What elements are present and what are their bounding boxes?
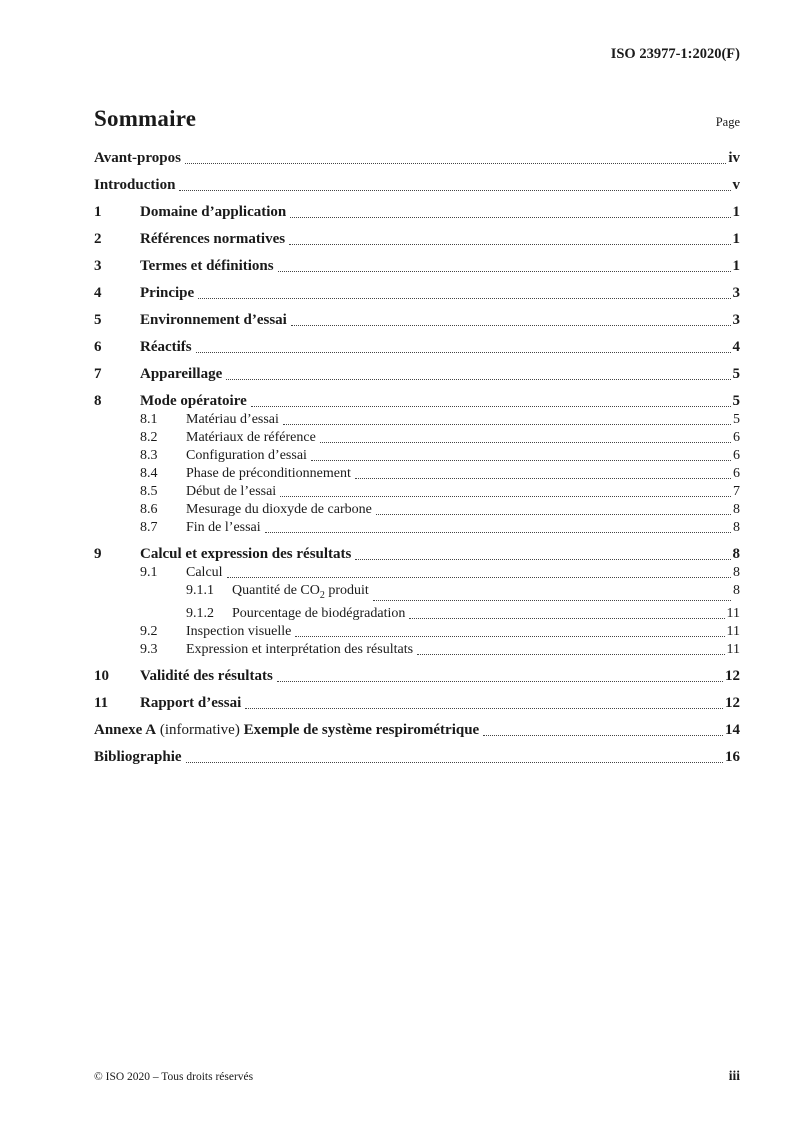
toc-leader-dots xyxy=(409,618,724,619)
toc-entry[interactable] xyxy=(94,722,740,739)
toc-entry-label xyxy=(140,258,274,275)
toc-entry-page: v xyxy=(732,177,740,193)
toc-entry-label xyxy=(94,177,175,194)
toc-entry[interactable] xyxy=(94,285,740,302)
toc-entry-number: 8.2 xyxy=(140,430,158,445)
toc-entry-label xyxy=(140,231,285,248)
toc-title-row xyxy=(94,106,740,132)
toc-entry-label xyxy=(94,150,181,167)
toc-entry-label xyxy=(186,641,413,658)
toc-entry-label-part: Quantité de CO xyxy=(232,583,320,598)
toc-entry-label-part: Rapport d’essai xyxy=(140,694,242,711)
toc-entry[interactable] xyxy=(94,623,740,640)
toc-entry-number: 8 xyxy=(94,393,102,409)
toc-entry-page: 14 xyxy=(725,721,740,738)
toc-leader-dots xyxy=(483,735,723,736)
toc-leader-dots xyxy=(295,636,724,637)
toc-leader-dots xyxy=(265,532,731,533)
toc-entry-label-part: Calcul et expression des résultats xyxy=(140,546,352,562)
toc-entry[interactable] xyxy=(94,465,740,482)
toc-leader-dots xyxy=(289,244,730,245)
toc-entry-label-part: Environnement d’essai xyxy=(140,312,287,328)
toc-entry[interactable] xyxy=(94,564,740,581)
toc-entry-label-part: Mode opératoire xyxy=(140,393,247,409)
toc-entry-label xyxy=(186,447,307,464)
toc-entry-label-part: Inspection visuelle xyxy=(186,623,292,639)
toc-entry-page: 11 xyxy=(726,641,740,657)
toc-leader-dots xyxy=(376,514,731,515)
toc-entry[interactable] xyxy=(94,582,740,604)
toc-entry[interactable] xyxy=(94,339,740,356)
toc-entry-label xyxy=(186,465,351,482)
toc-entry[interactable] xyxy=(94,447,740,464)
toc-entry-number: 9.3 xyxy=(140,641,158,657)
toc-entry[interactable] xyxy=(94,483,740,500)
toc-entry[interactable] xyxy=(94,204,740,221)
document-reference: ISO 23977-1:2020(F) xyxy=(610,46,740,62)
toc-entry-label-part: Réactifs xyxy=(140,339,192,355)
toc-entry-label-part: produit xyxy=(324,583,369,598)
toc-entry-label xyxy=(140,339,192,356)
toc-entry-page: 5 xyxy=(732,366,740,382)
toc-entry-page: 8 xyxy=(733,520,740,535)
toc-entry-number: 6 xyxy=(94,339,102,355)
toc-entry-number: 8.3 xyxy=(140,448,158,463)
toc-entry-label-part: Matériaux de référence xyxy=(186,430,316,445)
toc-entry-label xyxy=(140,285,194,302)
toc-entry-label xyxy=(186,483,276,500)
toc-entry-label xyxy=(94,722,479,739)
toc-list xyxy=(94,150,740,766)
toc-entry[interactable] xyxy=(94,749,740,766)
toc-entry-number: 3 xyxy=(94,258,102,274)
toc-entry-page: iv xyxy=(728,150,740,166)
toc-entry-page: 12 xyxy=(725,667,740,684)
toc-entry-number: 9.1.2 xyxy=(186,605,214,621)
footer-page-number: iii xyxy=(728,1068,740,1083)
toc-entry[interactable] xyxy=(94,231,740,248)
toc-entry-label-part: Calcul xyxy=(186,565,223,580)
toc-leader-dots xyxy=(283,424,731,425)
toc-leader-dots xyxy=(179,190,730,191)
toc-entry-page: 5 xyxy=(733,412,740,427)
toc-entry-label-part: 2 xyxy=(319,589,325,601)
toc-entry-label-part: Bibliographie xyxy=(94,748,182,765)
toc-entry-label xyxy=(140,695,241,712)
toc-entry-number: 9.1 xyxy=(140,565,158,580)
toc-entry-label-part: Appareillage xyxy=(140,366,223,382)
toc-entry-page: 8 xyxy=(733,565,740,580)
toc-entry-number: 11 xyxy=(94,694,109,711)
toc-entry[interactable] xyxy=(94,546,740,563)
document-footer xyxy=(94,1068,740,1084)
toc-entry-number: 8.4 xyxy=(140,466,158,481)
toc-entry-number: 8.7 xyxy=(140,520,158,535)
toc-entry[interactable] xyxy=(94,605,740,622)
toc-entry-label-part: Domaine d’application xyxy=(140,204,287,220)
toc-entry-page: 6 xyxy=(733,448,740,463)
toc-entry-label xyxy=(232,582,369,604)
toc-title: Sommaire xyxy=(94,106,197,131)
toc-entry-number: 9.2 xyxy=(140,623,158,639)
toc-entry-label xyxy=(140,204,286,221)
toc-entry-label-part: Termes et définitions xyxy=(140,258,274,274)
toc-entry-label-part: Introduction xyxy=(94,177,176,193)
toc-entry-page: 3 xyxy=(732,312,740,328)
toc-entry-label-part: Références normatives xyxy=(140,231,286,247)
toc-leader-dots xyxy=(311,460,731,461)
toc-entry-number: 9.1.1 xyxy=(186,583,214,598)
toc-entry-number: 4 xyxy=(94,285,102,301)
toc-entry-label-part: Phase de préconditionnement xyxy=(186,466,351,481)
toc-entry-label-part: Début de l’essai xyxy=(186,484,277,499)
toc-entry[interactable] xyxy=(94,366,740,383)
toc-entry-label-part: Annexe A xyxy=(94,721,157,738)
toc-leader-dots xyxy=(226,379,730,380)
toc-leader-dots xyxy=(278,271,731,272)
toc-entry-label-part: Pourcentage de biodégradation xyxy=(232,605,406,621)
toc-entry-page: 1 xyxy=(732,231,740,247)
toc-entry-label xyxy=(140,393,247,410)
toc-leader-dots xyxy=(417,654,724,655)
toc-entry-page: 1 xyxy=(732,258,740,274)
toc-entry-page: 12 xyxy=(725,694,740,711)
toc-entry-number: 7 xyxy=(94,366,102,382)
toc-entry[interactable] xyxy=(94,411,740,428)
toc-leader-dots xyxy=(355,478,731,479)
toc-leader-dots xyxy=(196,352,731,353)
toc-entry-number: 5 xyxy=(94,312,102,328)
toc-entry-label xyxy=(186,519,261,536)
toc-entry-page: 1 xyxy=(732,204,740,220)
toc-entry[interactable] xyxy=(94,519,740,536)
toc-entry-number: 8.5 xyxy=(140,484,158,499)
toc-entry-label xyxy=(140,366,222,383)
toc-leader-dots xyxy=(277,681,723,682)
toc-entry-page: 16 xyxy=(725,748,740,765)
toc-leader-dots xyxy=(185,163,726,164)
toc-entry-label-part: Principe xyxy=(140,285,195,301)
toc-entry-label-part: Validité des résultats xyxy=(140,667,273,684)
toc-entry-page: 7 xyxy=(733,484,740,499)
toc-entry[interactable] xyxy=(94,258,740,275)
toc-entry[interactable] xyxy=(94,312,740,329)
toc-entry-label-part: Avant-propos xyxy=(94,150,181,166)
toc-entry[interactable] xyxy=(94,393,740,410)
toc-entry-label xyxy=(186,501,372,518)
toc-entry-label-part: Configuration d’essai xyxy=(186,448,307,463)
toc-entry[interactable] xyxy=(94,150,740,167)
toc-entry-page: 8 xyxy=(733,502,740,517)
toc-entry-label-part: Matériau d’essai xyxy=(186,412,279,427)
toc-leader-dots xyxy=(291,325,731,326)
toc-leader-dots xyxy=(290,217,730,218)
toc-entry-label xyxy=(140,546,351,563)
toc-entry-page: 4 xyxy=(732,339,740,355)
toc-entry[interactable] xyxy=(94,668,740,685)
toc-leader-dots xyxy=(320,442,731,443)
toc-entry-page: 11 xyxy=(726,605,740,621)
toc-entry-page: 6 xyxy=(733,430,740,445)
toc-entry-number: 9 xyxy=(94,546,102,562)
toc-entry-number: 2 xyxy=(94,231,102,247)
toc-entry-label-part: Exemple de système respirométrique xyxy=(243,721,480,738)
toc-entry-label xyxy=(186,623,291,640)
toc-entry-label-part: (informative) xyxy=(156,721,244,738)
toc-entry[interactable] xyxy=(94,695,740,712)
toc-entry-number: 8.6 xyxy=(140,502,158,517)
toc-leader-dots xyxy=(251,406,731,407)
toc-entry-label xyxy=(186,411,279,428)
toc-leader-dots xyxy=(186,762,723,763)
page-column-label: Page xyxy=(715,115,740,129)
toc-entry-label xyxy=(94,749,182,766)
toc-entry-label xyxy=(186,564,223,581)
toc-leader-dots xyxy=(355,559,730,560)
toc-entry-label-part: Mesurage du dioxyde de carbone xyxy=(186,502,372,517)
toc-entry[interactable] xyxy=(94,501,740,518)
toc-entry[interactable] xyxy=(94,641,740,658)
footer-copyright: © ISO 2020 – Tous droits réservés xyxy=(94,1071,254,1083)
toc-entry-page: 8 xyxy=(732,546,740,562)
toc-entry-label xyxy=(186,429,316,446)
toc-entry-label-part: Expression et interprétation des résultats xyxy=(186,641,414,657)
toc-entry-label-part: Fin de l’essai xyxy=(186,520,261,535)
toc-leader-dots xyxy=(198,298,730,299)
toc-leader-dots xyxy=(245,708,723,709)
toc-entry-number: 1 xyxy=(94,204,102,220)
toc-entry-number: 8.1 xyxy=(140,412,158,427)
toc-leader-dots xyxy=(373,600,731,601)
toc-entry-number: 10 xyxy=(94,667,109,684)
toc-entry[interactable] xyxy=(94,429,740,446)
toc-entry-page: 6 xyxy=(733,466,740,481)
toc-entry-page: 5 xyxy=(732,393,740,409)
toc-leader-dots xyxy=(227,577,731,578)
toc-leader-dots xyxy=(280,496,731,497)
toc-entry-label xyxy=(140,312,287,329)
toc-entry-page: 11 xyxy=(726,623,740,639)
toc-entry-label xyxy=(232,605,405,622)
toc-entry-page: 8 xyxy=(733,583,740,598)
toc-entry-page: 3 xyxy=(732,285,740,301)
toc-entry[interactable] xyxy=(94,177,740,194)
toc-entry-label xyxy=(140,668,273,685)
